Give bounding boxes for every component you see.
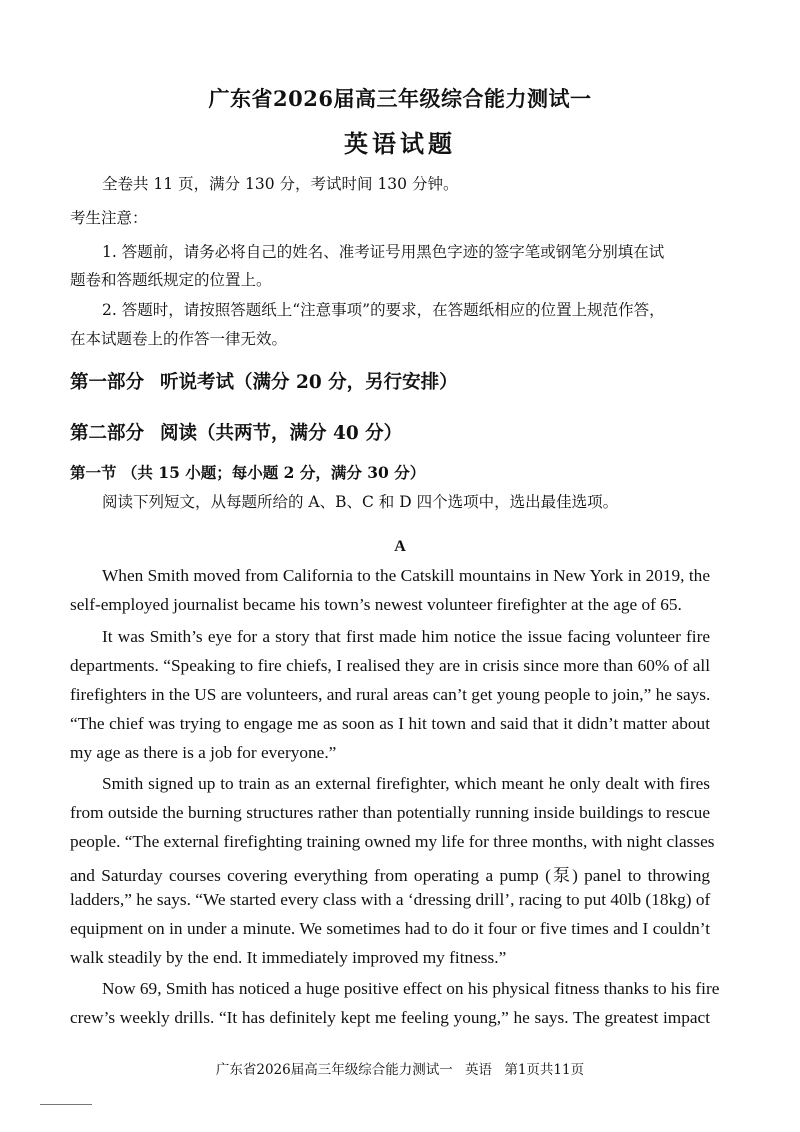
notice-item-2-cont: 在本试题卷上的作答一律无效。: [70, 330, 288, 348]
passage-line: “The chief was trying to engage me as soon as I hit town and said that it didn’t matter about: [70, 714, 710, 733]
notice-heading: 考生注意：: [70, 209, 148, 227]
passage-line: Smith signed up to train as an external firefighter, which meant he only dealt with fires: [102, 774, 710, 793]
part-1-title: 听说考试（满分 20 分，另行安排）: [160, 372, 458, 393]
passage-letter: A: [394, 538, 406, 555]
part-2-heading: [70, 419, 402, 445]
passage-line: equipment on in under a minute. We sometimes had to do it four or five times and I couldn’t: [70, 919, 710, 938]
notice-item-1-cont: 题卷和答题纸规定的位置上。: [70, 271, 272, 289]
footer-page-number: 第1页共11页: [504, 1062, 585, 1078]
passage-line: When Smith moved from California to the Catskill mountains in New York in 2019, the: [102, 566, 710, 585]
passage-line: firefighters in the US are volunteers, and rural areas can’t get young people to join,” he says.: [70, 685, 711, 704]
notice-item-2: 2. 答题时，请按照答题纸上“注意事项”的要求，在答题纸相应的位置上规范作答，: [102, 301, 665, 319]
passage-line: my age as there is a job for everyone.”: [70, 743, 337, 762]
passage-line: people. “The external firefighting training owned my life for three months, with night classes: [70, 832, 715, 851]
scan-edge-mark: [40, 1104, 92, 1105]
passage-line: ladders,” he says. “We started every class with a ‘dressing drill’, racing to put 40lb (18kg) of: [70, 890, 711, 909]
footer-exam-title: 广东省2026届高三年级综合能力测试一: [215, 1062, 453, 1078]
notice-item-1: 1. 答题前，请务必将自己的姓名、准考证号用黑色字迹的签字笔或钢笔分别填在试: [102, 243, 665, 261]
section-1-heading: 第一节 （共 15 小题；每小题 2 分，满分 30 分）: [70, 463, 426, 482]
passage-line: walk steadily by the end. It immediately improved my fitness.”: [70, 948, 507, 967]
footer-subject: 英语: [465, 1062, 493, 1078]
exam-info: 全卷共 11 页，满分 130 分，考试时间 130 分钟。: [102, 175, 459, 193]
part-2-title: 阅读（共两节，满分 40 分）: [160, 423, 403, 444]
part-2-label: 第二部分: [70, 423, 145, 444]
exam-subtitle: 英语试题: [344, 129, 456, 158]
part-1-heading: [70, 368, 458, 394]
section-1-instruction: 阅读下列短文，从每题所给的 A、B、C 和 D 四个选项中，选出最佳选项。: [102, 493, 619, 511]
page-footer: [0, 1058, 800, 1078]
part-1-label: 第一部分: [70, 372, 145, 393]
passage-line: self-employed journalist became his town’s newest volunteer firefighter at the age of 65.: [70, 595, 682, 614]
passage-line: departments. “Speaking to fire chiefs, I realised they are in crisis since more than 60% of all: [70, 656, 710, 675]
passage-line: from outside the burning structures rather than potentially running inside buildings to rescue: [70, 803, 710, 822]
passage-line: Now 69, Smith has noticed a huge positive effect on his physical fitness thanks to his fire: [102, 979, 720, 998]
passage-line: and Saturday courses covering everything from operating a pump (泵) panel to throwing: [70, 866, 710, 885]
passage-line: crew’s weekly drills. “It has definitely kept me feeling young,” he says. The greatest impact: [70, 1008, 710, 1027]
passage-line: It was Smith’s eye for a story that first made him notice the issue facing volunteer fire: [102, 627, 710, 646]
exam-title: 广东省2026届高三年级综合能力测试一: [208, 86, 592, 111]
